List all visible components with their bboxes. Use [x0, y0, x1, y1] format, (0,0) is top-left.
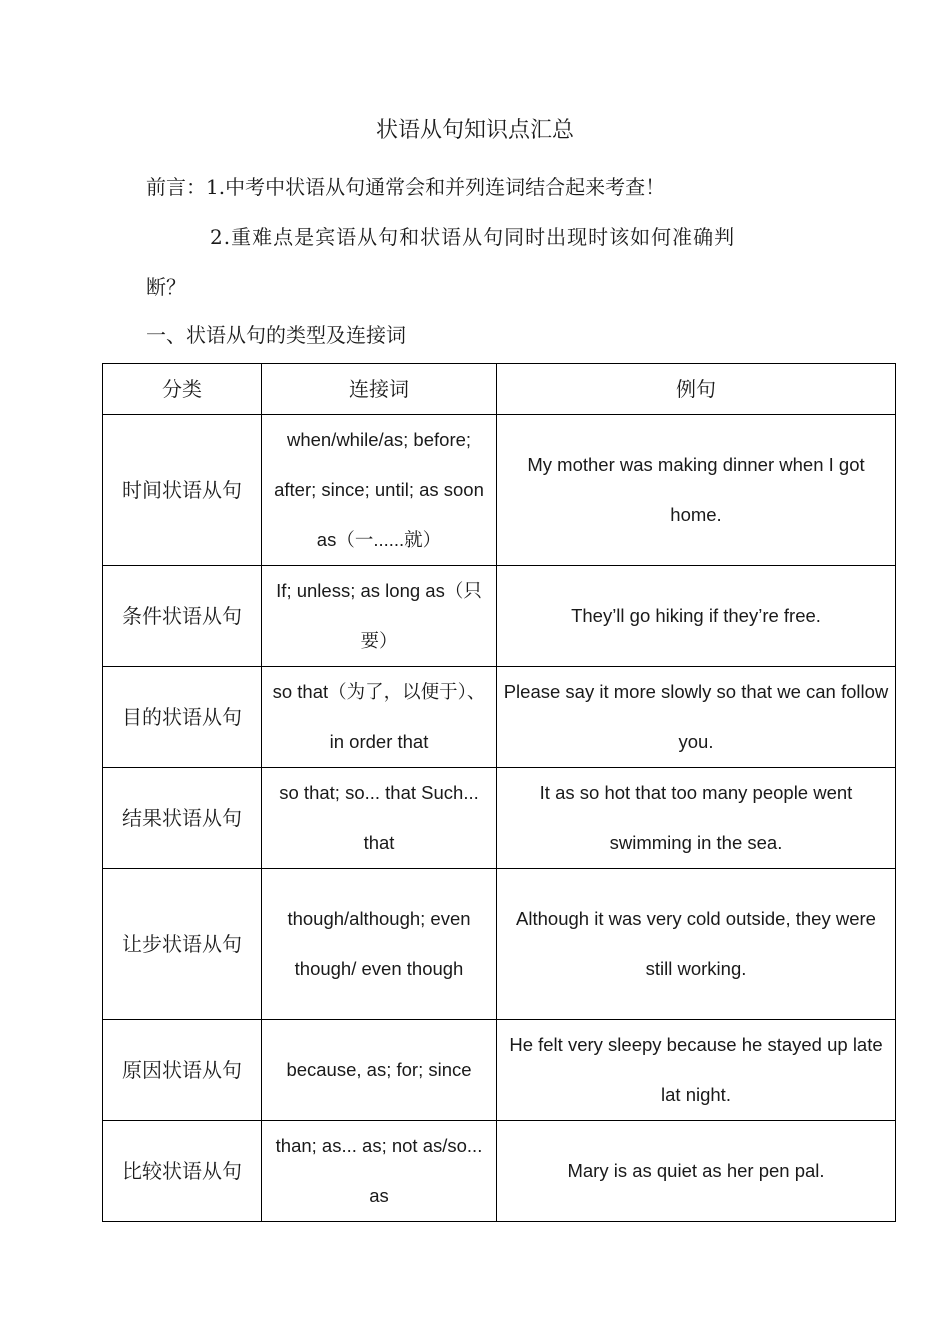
example-cell: Mary is as quiet as her pen pal. — [497, 1121, 896, 1222]
table-row — [103, 415, 896, 566]
example-cell: It as so hot that too many people went swimming in the sea. — [497, 768, 896, 869]
preface-point-1 — [146, 170, 665, 204]
clause-type-cell: 让步状语从句 — [103, 869, 262, 1020]
conjunctions-cell: because, as; for; since — [262, 1020, 497, 1121]
clause-type-cell: 原因状语从句 — [103, 1020, 262, 1121]
conjunctions-cell: than; as... as; not as/so... as — [262, 1121, 497, 1222]
preface-point-1-text: 1.中考中状语从句通常会和并列连词结合起来考查！ — [206, 175, 666, 199]
section-heading: 一、状语从句的类型及连接词 — [146, 323, 406, 347]
preface-label: 前言： — [146, 175, 206, 199]
conjunctions-cell: so that; so... that Such... that — [262, 768, 497, 869]
table-row — [103, 1121, 896, 1222]
example-cell: They’ll go hiking if they’re free. — [497, 566, 896, 667]
conjunctions-cell: If; unless; as long as（只要） — [262, 566, 497, 667]
clause-type-cell: 条件状语从句 — [103, 566, 262, 667]
table-row — [103, 768, 896, 869]
conjunctions-cell: when/while/as; before; after; since; until; as soon as（一......就） — [262, 415, 497, 566]
example-cell: My mother was making dinner when I got home. — [497, 415, 896, 566]
clause-type-cell: 时间状语从句 — [103, 415, 262, 566]
table-right-border — [895, 363, 896, 1220]
document-title: 状语从句知识点汇总 — [375, 118, 574, 143]
preface-point-2-line-2: 断？ — [146, 275, 186, 299]
clause-types-table — [102, 363, 896, 1222]
table-header-row — [103, 364, 896, 415]
clause-type-cell: 比较状语从句 — [103, 1121, 262, 1222]
header-example: 例句 — [497, 364, 896, 415]
header-type: 分类 — [103, 364, 262, 415]
example-cell: Please say it more slowly so that we can follow you. — [497, 667, 896, 768]
conjunctions-cell: though/although; even though/ even though — [262, 869, 497, 1020]
example-cell: He felt very sleepy because he stayed up late lat night. — [497, 1020, 896, 1121]
conjunctions-cell: so that（为了，以便于）、in order that — [262, 667, 497, 768]
example-cell: Although it was very cold outside, they were still working. — [497, 869, 896, 1020]
table-row — [103, 1020, 896, 1121]
header-conjunctions: 连接词 — [262, 364, 497, 415]
clause-type-cell: 结果状语从句 — [103, 768, 262, 869]
table-row — [103, 667, 896, 768]
preface-point-2-line-1: 2.重难点是宾语从句和状语从句同时出现时该如何准确判 — [210, 225, 736, 249]
table-row — [103, 566, 896, 667]
clause-type-cell: 目的状语从句 — [103, 667, 262, 768]
table-row — [103, 869, 896, 1020]
